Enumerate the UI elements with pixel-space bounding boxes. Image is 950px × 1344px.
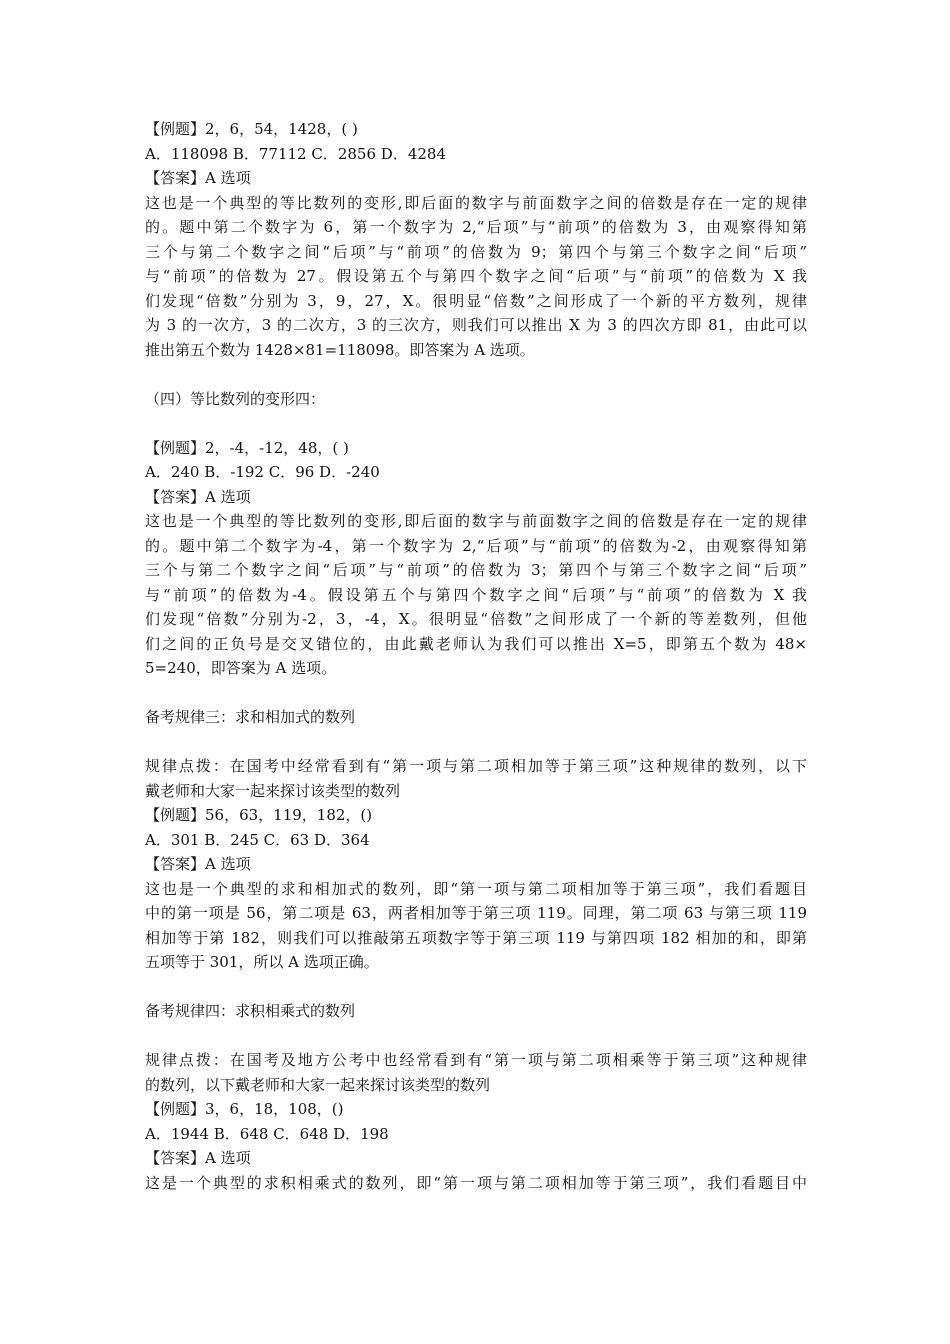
explanation-line: 们发现“倍数”分别为-2，3，-4，X。很明显“倍数”之间形成了一个新的等差数列，但他 xyxy=(145,610,807,628)
answer-options: A．240 B．-192 C．96 D．-240 xyxy=(145,463,380,481)
tip-line: 规律点拨：在国考及地方公考中也经常看到有“第一项与第二项相乘等于第三项”这种规律 xyxy=(145,1051,807,1069)
explanation-line: 的。题中第二个数字为 6，第一个数字为 2,“后项”与“前项”的倍数为 3，由观察得知第 xyxy=(145,218,807,236)
tip-line: 规律点拨：在国考中经常看到有“第一项与第二项相加等于第三项”这种规律的数列，以下 xyxy=(145,757,807,775)
answer-label: 【答案】A 选项 xyxy=(145,855,251,873)
paragraph-gap xyxy=(145,975,807,1000)
explanation-line: 的。题中第二个数字为-4，第一个数字为 2,“后项”与“前项”的倍数为-2，由观察得知第 xyxy=(145,536,807,555)
answer-label: 【答案】A 选项 xyxy=(145,1149,251,1167)
paragraph-gap xyxy=(145,730,807,755)
paragraph-gap xyxy=(145,411,807,436)
explanation-line: 为 3 的一次方，3 的二次方，3 的三次方，则我们可以推出 X 为 3 的四次方即 81，由此可以 xyxy=(145,316,807,334)
explanation-line: 这也是一个典型的求和相加式的数列，即“第一项与第二项相加等于第三项”，我们看题目 xyxy=(145,879,807,898)
paragraph-gap xyxy=(145,1024,807,1049)
explanation-line: 这是一个典型的求积相乘式的数列，即“第一项与第二项相加等于第三项”，我们看题目中 xyxy=(145,1173,807,1192)
tip-line: 的数列，以下戴老师和大家一起来探讨该类型的数列 xyxy=(145,1075,491,1094)
answer-options: A．301 B．245 C．63 D．364 xyxy=(145,830,370,849)
explanation-line: 相加等于第 182，则我们可以推敲第五项数字等于第三项 119 与第四项 182 相加的和，即第 xyxy=(145,928,807,947)
explanation-line: 推出第五个数为 1428×81=118098。即答案为 A 选项。 xyxy=(145,340,535,359)
explanation-line: 五项等于 301，所以 A 选项正确。 xyxy=(145,953,379,971)
tip-line: 戴老师和大家一起来探讨该类型的数列 xyxy=(145,781,401,800)
explanation-line: 与“前项”的倍数为 27。假设第五个与第四个数字之间“后项”与“前项”的倍数为 X 我 xyxy=(145,267,807,285)
answer-options: A．118098 B．77112 C．2856 D．4284 xyxy=(145,144,446,163)
section-heading: （四）等比数列的变形四： xyxy=(145,389,326,408)
paragraph-gap xyxy=(145,362,807,387)
section-heading: 备考规律三：求和相加式的数列 xyxy=(145,708,356,726)
section-heading: 备考规律四：求积相乘式的数列 xyxy=(145,1002,356,1020)
answer-label: 【答案】A 选项 xyxy=(145,487,251,506)
example-question: 【例题】56，63，119，182，() xyxy=(145,806,373,824)
explanation-line: 与“前项”的倍数为-4。假设第五个与第四个数字之间“后项”与“前项”的倍数为 X 我 xyxy=(145,585,807,604)
explanation-line: 这也是一个典型的等比数列的变形,即后面的数字与前面数字之间的倍数是存在一定的规律 xyxy=(145,193,807,212)
explanation-line: 三个与第二个数字之间“后项”与“前项”的倍数为 3；第四个与第三个数字之间“后项” xyxy=(145,561,807,579)
explanation-line: 5=240，即答案为 A 选项。 xyxy=(145,659,337,677)
explanation-line: 三个与第二个数字之间“后项”与“前项”的倍数为 9；第四个与第三个数字之间“后项” xyxy=(145,242,807,261)
example-question: 【例题】2，6，54，1428，( ) xyxy=(145,120,358,138)
answer-label: 【答案】A 选项 xyxy=(145,169,251,187)
explanation-line: 们之间的正负号是交叉错位的，由此戴老师认为我们可以推出 X=5，即第五个数为 48× xyxy=(145,634,807,653)
explanation-line: 这也是一个典型的等比数列的变形,即后面的数字与前面数字之间的倍数是存在一定的规律 xyxy=(145,512,807,530)
explanation-line: 们发现“倍数”分别为 3，9，27，X。很明显“倍数”之间形成了一个新的平方数列，规律 xyxy=(145,291,807,310)
explanation-line: 中的第一项是 56，第二项是 63，两者相加等于第三项 119。同理，第二项 63 与第三项 119 xyxy=(145,904,807,922)
example-question: 【例题】2，-4，-12，48，( ) xyxy=(145,438,349,457)
paragraph-gap xyxy=(145,681,807,706)
document-page xyxy=(145,117,807,1195)
answer-options: A．1944 B．648 C．648 D．198 xyxy=(145,1124,389,1143)
example-question: 【例题】3，6，18，108，() xyxy=(145,1100,344,1118)
